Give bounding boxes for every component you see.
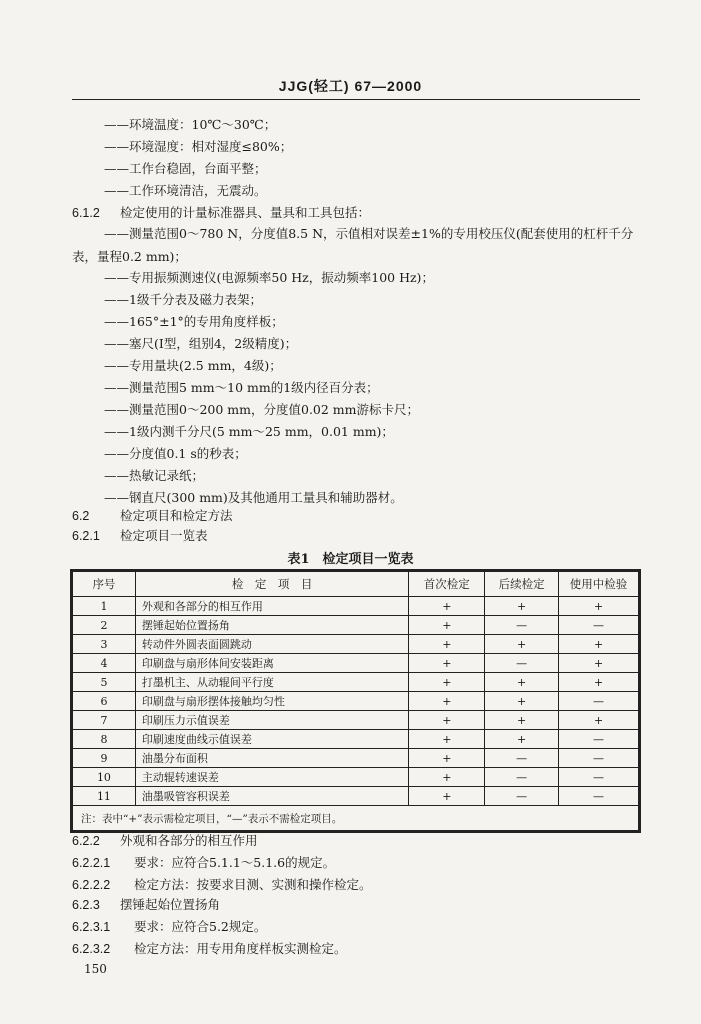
column-header: 后续检定 — [485, 572, 559, 597]
table-row — [73, 597, 639, 616]
column-header: 首次检定 — [409, 572, 485, 597]
initial-mark: + — [409, 768, 485, 787]
section-number: 6.2.3 — [72, 898, 100, 912]
initial-mark: + — [409, 749, 485, 768]
instrument-item: ——专用量块(2.5 mm，4级)； — [104, 358, 282, 373]
row-number: 5 — [73, 673, 136, 692]
section-number: 6.2.3.1 — [72, 920, 111, 934]
in-use-mark: + — [559, 711, 639, 730]
in-use-mark: — — [559, 768, 639, 787]
section-number: 6.1.2 — [72, 206, 100, 220]
instrument-item: ——钢直尺(300 mm)及其他通用工量具和辅助器材。 — [104, 490, 403, 505]
row-number: 8 — [73, 730, 136, 749]
instrument-item: ——165°±1°的专用角度样板； — [104, 314, 284, 329]
table-row — [73, 787, 639, 806]
section-6-2-3-2 — [72, 941, 347, 957]
section-6-2-1 — [72, 528, 208, 544]
row-number: 11 — [73, 787, 136, 806]
item-name: 油墨吸管容积误差 — [135, 787, 408, 806]
item-name: 印刷速度曲线示值误差 — [135, 730, 408, 749]
section-text: 检定使用的计量标准器具、量具和工具包括： — [119, 205, 370, 220]
table-row — [73, 616, 639, 635]
section-6-2-2 — [72, 833, 258, 849]
env-item: ——工作环境清洁，无震动。 — [104, 183, 267, 198]
row-number: 6 — [73, 692, 136, 711]
table-row — [73, 673, 639, 692]
instrument-item: ——热敏记录纸； — [104, 468, 205, 483]
instrument-item: ——塞尺(I型，组别4，2级精度)； — [104, 336, 298, 351]
section-text: 检定方法：按要求目测、实测和操作检定。 — [133, 877, 372, 892]
env-item: ——环境温度：10℃～30℃； — [104, 117, 277, 132]
section-text: 检定方法：用专用角度样板实测检定。 — [133, 941, 347, 956]
section-6-2-2-2 — [72, 877, 372, 893]
subsequent-mark: — — [485, 768, 559, 787]
initial-mark: + — [409, 787, 485, 806]
initial-mark: + — [409, 673, 485, 692]
column-header: 序号 — [73, 572, 136, 597]
verification-items-table — [72, 571, 639, 831]
subsequent-mark: + — [485, 711, 559, 730]
column-header: 检 定 项 目 — [135, 572, 408, 597]
section-text: 检定项目一览表 — [119, 528, 208, 543]
row-number: 2 — [73, 616, 136, 635]
row-number: 4 — [73, 654, 136, 673]
table-title: 表1 检定项目一览表 — [287, 552, 414, 567]
in-use-mark: — — [559, 730, 639, 749]
instrument-item: ——测量范围0～200 mm，分度值0.02 mm游标卡尺； — [104, 402, 420, 417]
section-6-2 — [72, 508, 233, 524]
in-use-mark: + — [559, 654, 639, 673]
in-use-mark: + — [559, 635, 639, 654]
section-text: 要求：应符合5.1.1～5.1.6的规定。 — [133, 855, 336, 870]
column-header: 使用中检验 — [559, 572, 639, 597]
table-row — [73, 692, 639, 711]
item-name: 转动件外圆表面圆跳动 — [135, 635, 408, 654]
instrument-paragraph: ——测量范围0～780 N，分度值8.5 N，示值相对误差±1%的专用校压仪(配套使用的杠杆千分表，量程0.2 mm)； — [72, 226, 634, 264]
in-use-mark: — — [559, 787, 639, 806]
item-name: 油墨分布面积 — [135, 749, 408, 768]
section-6-2-3-1 — [72, 919, 266, 935]
subsequent-mark: + — [485, 635, 559, 654]
section-number: 6.2.1 — [72, 529, 100, 543]
section-number: 6.2 — [72, 509, 90, 523]
item-name: 主动辊转速误差 — [135, 768, 408, 787]
table-row — [73, 768, 639, 787]
subsequent-mark: — — [485, 787, 559, 806]
in-use-mark: + — [559, 673, 639, 692]
subsequent-mark: — — [485, 616, 559, 635]
table-header-row — [73, 572, 639, 597]
subsequent-mark: + — [485, 730, 559, 749]
subsequent-mark: + — [485, 597, 559, 616]
section-6-2-3 — [72, 897, 220, 913]
initial-mark: + — [409, 730, 485, 749]
table-note: 注：表中“+”表示需检定项目，“—”表示不需检定项目。 — [73, 806, 639, 831]
section-text: 要求：应符合5.2规定。 — [133, 919, 267, 934]
row-number: 1 — [73, 597, 136, 616]
instrument-item: ——专用振频测速仪(电源频率50 Hz，振动频率100 Hz)； — [104, 270, 434, 285]
row-number: 10 — [73, 768, 136, 787]
item-name: 打墨机主、从动辊间平行度 — [135, 673, 408, 692]
subsequent-mark: + — [485, 692, 559, 711]
row-number: 7 — [73, 711, 136, 730]
env-item: ——工作台稳固，台面平整； — [104, 161, 267, 176]
section-6-1-2 — [72, 205, 370, 221]
section-6-2-2-1 — [72, 855, 335, 871]
initial-mark: + — [409, 635, 485, 654]
initial-mark: + — [409, 711, 485, 730]
section-number: 6.2.2.1 — [72, 856, 111, 870]
page-number: 150 — [84, 962, 107, 976]
initial-mark: + — [409, 654, 485, 673]
item-name: 印刷盘与扇形体间安装距离 — [135, 654, 408, 673]
table-row — [73, 654, 639, 673]
instrument-item: ——1级内测千分尺(5 mm～25 mm，0.01 mm)； — [104, 424, 394, 439]
subsequent-mark: + — [485, 673, 559, 692]
section-text: 检定项目和检定方法 — [119, 508, 233, 523]
item-name: 摆锤起始位置扬角 — [135, 616, 408, 635]
subsequent-mark: — — [485, 749, 559, 768]
table-note-row — [73, 806, 639, 831]
table-row — [73, 711, 639, 730]
in-use-mark: — — [559, 692, 639, 711]
in-use-mark: — — [559, 616, 639, 635]
instrument-item: ——1级千分表及磁力表架； — [104, 292, 262, 307]
row-number: 3 — [73, 635, 136, 654]
instrument-item: ——分度值0.1 s的秒表； — [104, 446, 247, 461]
in-use-mark: + — [559, 597, 639, 616]
table-row — [73, 749, 639, 768]
item-name: 外观和各部分的相互作用 — [135, 597, 408, 616]
in-use-mark: — — [559, 749, 639, 768]
instrument-item: ——测量范围5 mm～10 mm的1级内径百分表； — [104, 380, 379, 395]
section-number: 6.2.2.2 — [72, 878, 111, 892]
item-name: 印刷盘与扇形摆体接触均匀性 — [135, 692, 408, 711]
table-row — [73, 730, 639, 749]
header-rule — [72, 99, 640, 100]
initial-mark: + — [409, 692, 485, 711]
subsequent-mark: — — [485, 654, 559, 673]
initial-mark: + — [409, 597, 485, 616]
item-name: 印刷压力示值误差 — [135, 711, 408, 730]
section-text: 外观和各部分的相互作用 — [119, 833, 258, 848]
section-number: 6.2.2 — [72, 834, 100, 848]
section-text: 摆锤起始位置扬角 — [119, 897, 220, 912]
row-number: 9 — [73, 749, 136, 768]
table-row — [73, 635, 639, 654]
env-item: ——环境湿度：相对湿度≤80%； — [104, 139, 293, 154]
page-header: JJG(轻工) 67—2000 — [278, 78, 423, 94]
section-number: 6.2.3.2 — [72, 942, 111, 956]
initial-mark: + — [409, 616, 485, 635]
